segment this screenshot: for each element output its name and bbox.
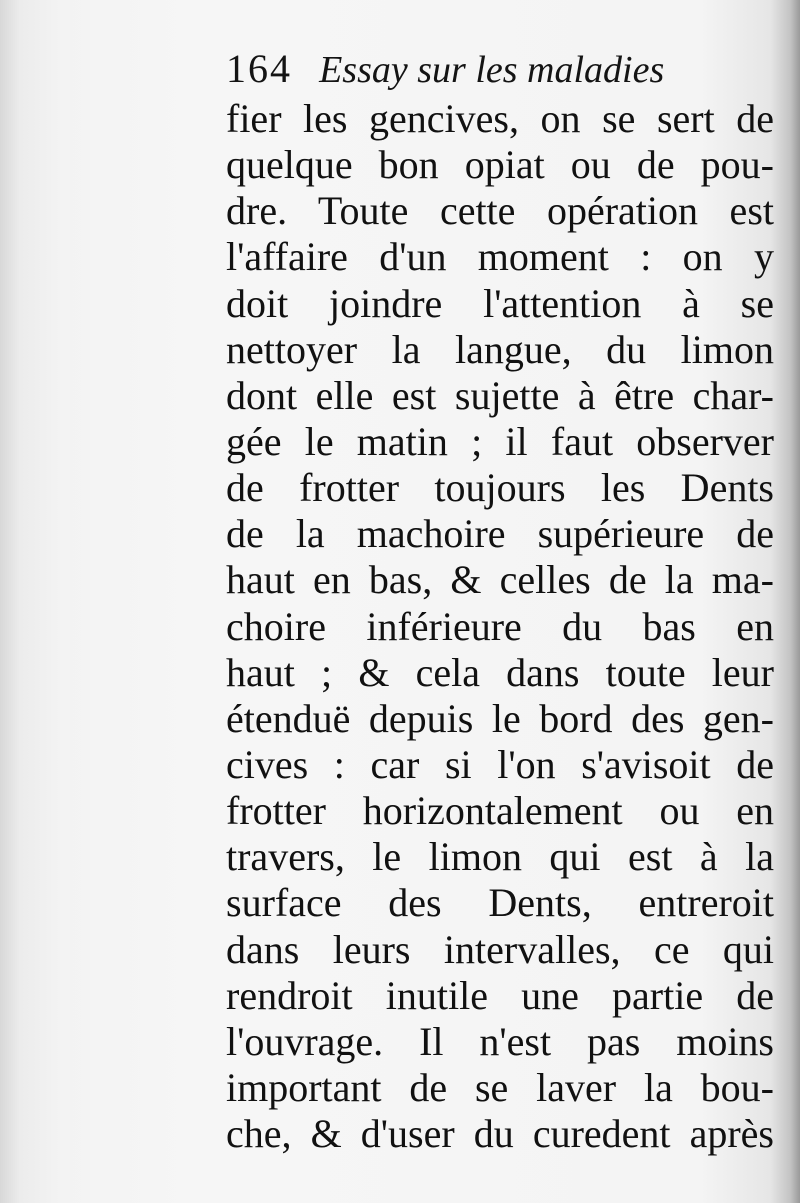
- body-text: [226, 96, 774, 1157]
- text-line: cives : car si l'on s'avisoit de: [226, 741, 774, 787]
- page-number: 164: [226, 46, 292, 91]
- text-line: nettoyer la langue, du limon: [226, 326, 774, 372]
- text-line: de frotter toujours les Dents: [226, 465, 774, 511]
- running-title: Essay sur les maladies: [319, 49, 665, 91]
- text-line: surface des Dents, entreroit: [226, 880, 774, 926]
- text-line: che, & d'user du curedent après: [226, 1111, 774, 1157]
- text-line: haut ; & cela dans toute leur: [226, 649, 774, 695]
- text-line: l'ouvrage. Il n'est pas moins: [226, 1018, 774, 1064]
- text-line: de la machoire supérieure de: [226, 511, 774, 557]
- text-line: important de se laver la bou-: [226, 1064, 774, 1110]
- text-line: dans leurs intervalles, ce qui: [226, 926, 774, 972]
- text-line: étenduë depuis le bord des gen-: [226, 695, 774, 741]
- text-line: gée le matin ; il faut observer: [226, 418, 774, 464]
- text-line: fier les gencives, on se sert de: [226, 96, 774, 141]
- running-head: [226, 45, 766, 95]
- text-line: choire inférieure du bas en: [226, 603, 774, 649]
- text-line: quelque bon opiat ou de pou-: [226, 142, 774, 188]
- text-line: dont elle est sujette à être char-: [226, 372, 774, 418]
- text-line: travers, le limon qui est à la: [226, 834, 774, 880]
- text-line: rendroit inutile une partie de: [226, 972, 774, 1018]
- text-line: haut en bas, & celles de la ma-: [226, 557, 774, 603]
- text-line: doit joindre l'attention à se: [226, 280, 774, 326]
- text-line: dre. Toute cette opération est: [226, 188, 774, 234]
- text-line: l'affaire d'un moment : on y: [226, 234, 774, 280]
- text-line: frotter horizontalement ou en: [226, 788, 774, 834]
- bleed-through-text: [40, 85, 220, 121]
